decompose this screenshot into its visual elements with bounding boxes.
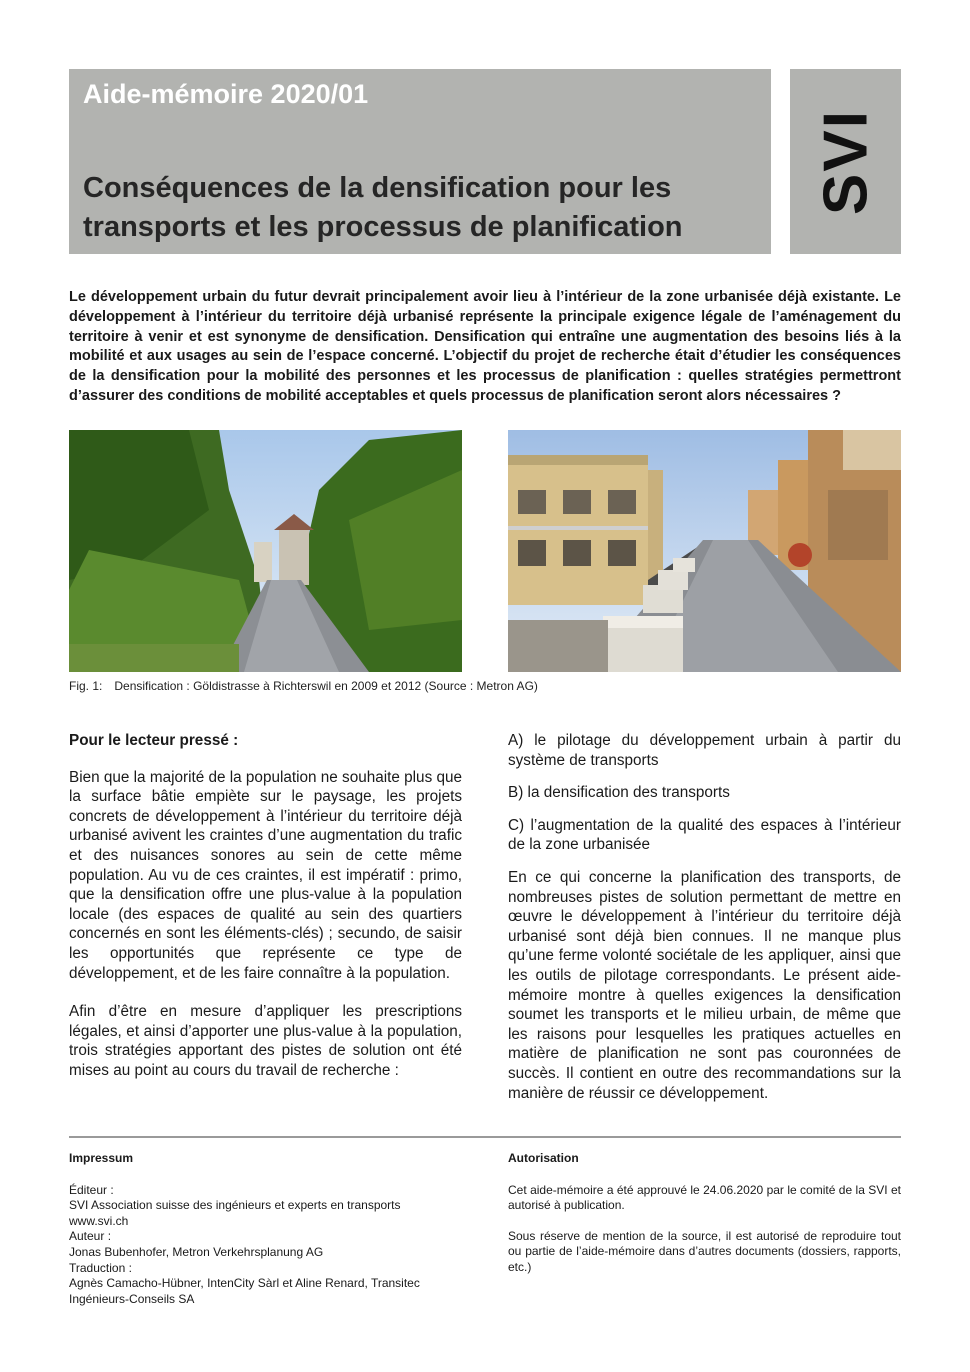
photo-street-2012 — [508, 430, 901, 672]
figure-caption — [69, 679, 538, 693]
strategy-a: A) le pilotage du développement urbain à partir du système de transports — [508, 732, 901, 769]
footer-divider — [69, 1136, 901, 1138]
document-title — [83, 169, 763, 247]
editor-label: Éditeur : — [69, 1182, 114, 1197]
summary-paragraph-2: Afin d’être en mesure d’appliquer les prescriptions légales, et ainsi d’apporter une plus-value à la population, trois stratégies apportant des pistes de solution ont été mises au point au cours du travail de recherche : — [69, 1003, 462, 1079]
translation-line-2: Ingénieurs-Conseils SA — [69, 1291, 195, 1306]
impressum-heading: Impressum — [69, 1151, 134, 1165]
photo-street-2009 — [69, 430, 462, 672]
reproduction-text: Sous réserve de mention de la source, il est autorisé de reproduire tout ou partie de l’aide-mémoire dans d’autres documents (dossiers, rapports, etc.) — [508, 1228, 901, 1274]
section-subheading: Pour le lecteur pressé : — [69, 732, 239, 749]
translation-line-1: Agnès Camacho-Hübner, IntenCity Sàrl et Aline Renard, Transitec — [69, 1276, 420, 1291]
series-title: Aide-mémoire 2020/01 — [83, 79, 369, 109]
author-label: Auteur : — [69, 1229, 112, 1244]
website-text: www.svi.ch — [69, 1213, 129, 1228]
svi-logo — [790, 69, 901, 254]
authorisation-section — [508, 1151, 901, 1291]
title-line-1: Conséquences de la densification pour les — [83, 172, 672, 204]
author-name: Jonas Bubenhofer, Metron Verkehrsplanung AG — [69, 1244, 324, 1259]
strategy-b: B) la densification des transports — [508, 784, 730, 802]
summary-paragraph-1: Bien que la majorité de la population ne souhaite plus que la surface bâtie empiète sur le paysage, les projets concrets de développement à l’intérieur du territoire déjà urbanisé avivent les craintes d’une augmentation du trafic et des nuisances sonores au sein de cette même population. Au vu de ces craintes, il est impératif : primo, que la densification offre une plus-value à la population locale (des espaces de qualité au sein des quartiers concernés en sont les éléments-clés) ; secundo, de saisir les opportunités que représente ce type de développement, et de les faire connaître à la population. — [69, 768, 462, 982]
planning-paragraph: En ce qui concerne la planification des transports, de nombreuses pistes de solution permettant de mettre en œuvre le développement à l’intérieur du territoire déjà urbanisé sont déjà bien connues. Il ne manque plus qu’une ferme volonté sociétale de les appliquer, ainsi que les outils de pilotage correspondants. Le présent aide-mémoire montre à quelles exigences la densification soumet les transports et le milieu urbain, de même que les raisons pour lesquelles les pratiques actuelles en matière de planification ne sont pas couronnées de succès. Il contient en outre des recommandations sur la manière de réussir ce développement. — [508, 868, 901, 1102]
translation-label: Traduction : — [69, 1260, 132, 1275]
figure-caption-text: Densification : Göldistrasse à Richterswil en 2009 et 2012 (Source : Metron AG) — [114, 679, 538, 693]
title-line-2: transports et les processus de planification — [83, 211, 683, 243]
figure-number: Fig. 1: — [69, 679, 103, 693]
authorisation-heading: Autorisation — [508, 1151, 579, 1165]
strategy-c: C) l’augmentation de la qualité des espaces à l’intérieur de la zone urbanisée — [508, 816, 901, 854]
logo-text: SVI — [811, 108, 880, 215]
approval-text: Cet aide-mémoire a été approuvé le 24.06.2020 par le comité de la SVI et autorisé à publication. — [508, 1182, 901, 1213]
right-column — [508, 731, 901, 1116]
impressum-section — [69, 1151, 462, 1307]
left-column — [69, 731, 462, 1081]
editor-name: SVI Association suisse des ingénieurs et experts en transports — [69, 1198, 401, 1213]
lead-paragraph: Le développement urbain du futur devrait principalement avoir lieu à l’intérieur de la zone urbanisée déjà existante. Le développement à l’intérieur du territoire déjà urbanisé représente la principale exigence légale de l’aménagement du territoire à venir et est synonyme de densification. Densification qui entraîne une augmentation des besoins liés à la mobilité et aux usages au sein de l’espace concerné. L’objectif du projet de recherche était d’étudier les conséquences de la densification pour la mobilité des personnes et les processus de planification : quelles stratégies permettront d’assurer des conditions de mobilité acceptables et quels processus de planification seront alors nécessaires ? — [69, 289, 901, 404]
header-banner — [69, 69, 771, 254]
